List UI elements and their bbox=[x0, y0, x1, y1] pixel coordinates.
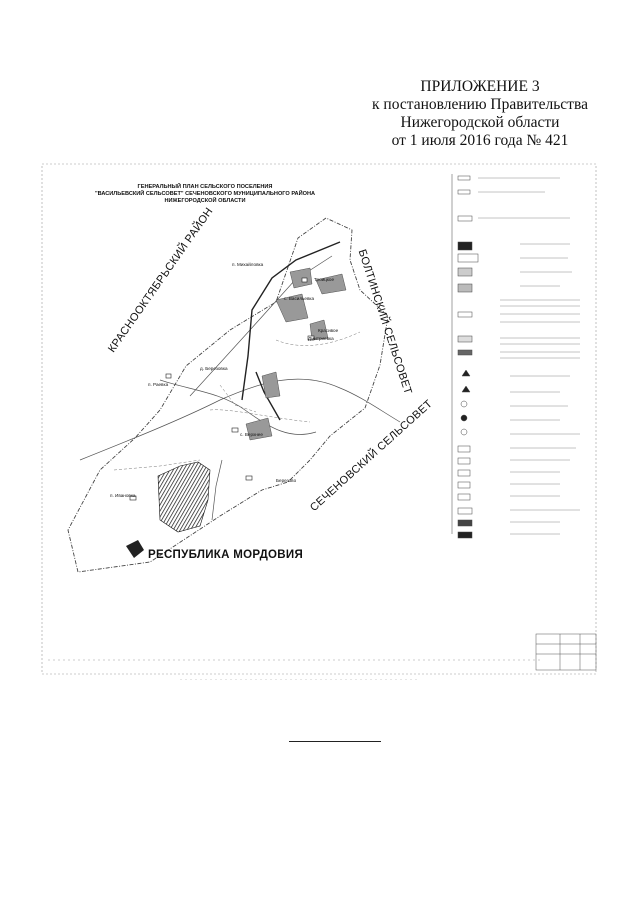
village-label: д. Березовка bbox=[200, 366, 228, 371]
map-drawing bbox=[40, 160, 600, 680]
region-sechenovsky: СЕЧЕНОВСКИЙ СЕЛЬСОВЕТ bbox=[308, 397, 435, 514]
appendix-date: от 1 июля 2016 года № 421 bbox=[391, 132, 569, 149]
map-title-line1: ГЕНЕРАЛЬНЫЙ ПЛАН СЕЛЬСКОГО ПОСЕЛЕНИЯ bbox=[137, 184, 273, 190]
map-title-line2: "ВАСИЛЬЕВСКИЙ СЕЛЬСОВЕТ" СЕЧЕНОВСКОГО МУНИЦИПАЛЬНОГО РАЙОНА bbox=[94, 191, 316, 198]
settlement-boundary bbox=[68, 218, 388, 572]
village-label: с. Верхнее bbox=[240, 432, 263, 437]
village-label: с. Васильевка bbox=[284, 296, 315, 301]
appendix-block bbox=[350, 78, 610, 150]
appendix-resolution: к постановлению Правительства bbox=[372, 96, 588, 113]
map-title bbox=[85, 184, 325, 206]
village-label: п. Михайловка bbox=[232, 262, 264, 267]
map-title-line3: НИЖЕГОРОДСКОЙ ОБЛАСТИ bbox=[164, 198, 246, 205]
region-boltinsky: БОЛТИНСКИЙ СЕЛЬСОВЕТ bbox=[355, 248, 414, 396]
region-mordovia: РЕСПУБЛИКА МОРДОВИЯ bbox=[148, 549, 304, 561]
map-sheet bbox=[40, 160, 600, 680]
village-label: Дмитриевка bbox=[308, 336, 334, 341]
region-krasnooktyabrsky: КРАСНООКТЯБРЬСКИЙ РАЙОН bbox=[106, 205, 216, 355]
appendix-heading: ПРИЛОЖЕНИЕ 3 bbox=[420, 78, 540, 95]
village-label: Красивое bbox=[318, 328, 339, 333]
village-label: п. Раевка bbox=[148, 382, 169, 387]
village-label: п. Ивановка bbox=[110, 493, 136, 498]
separator-line bbox=[289, 741, 381, 742]
forest-area bbox=[158, 462, 210, 532]
village-label: Березово bbox=[276, 478, 297, 483]
village-label: Троицкое bbox=[314, 277, 335, 282]
appendix-region: Нижегородской области bbox=[400, 114, 560, 131]
